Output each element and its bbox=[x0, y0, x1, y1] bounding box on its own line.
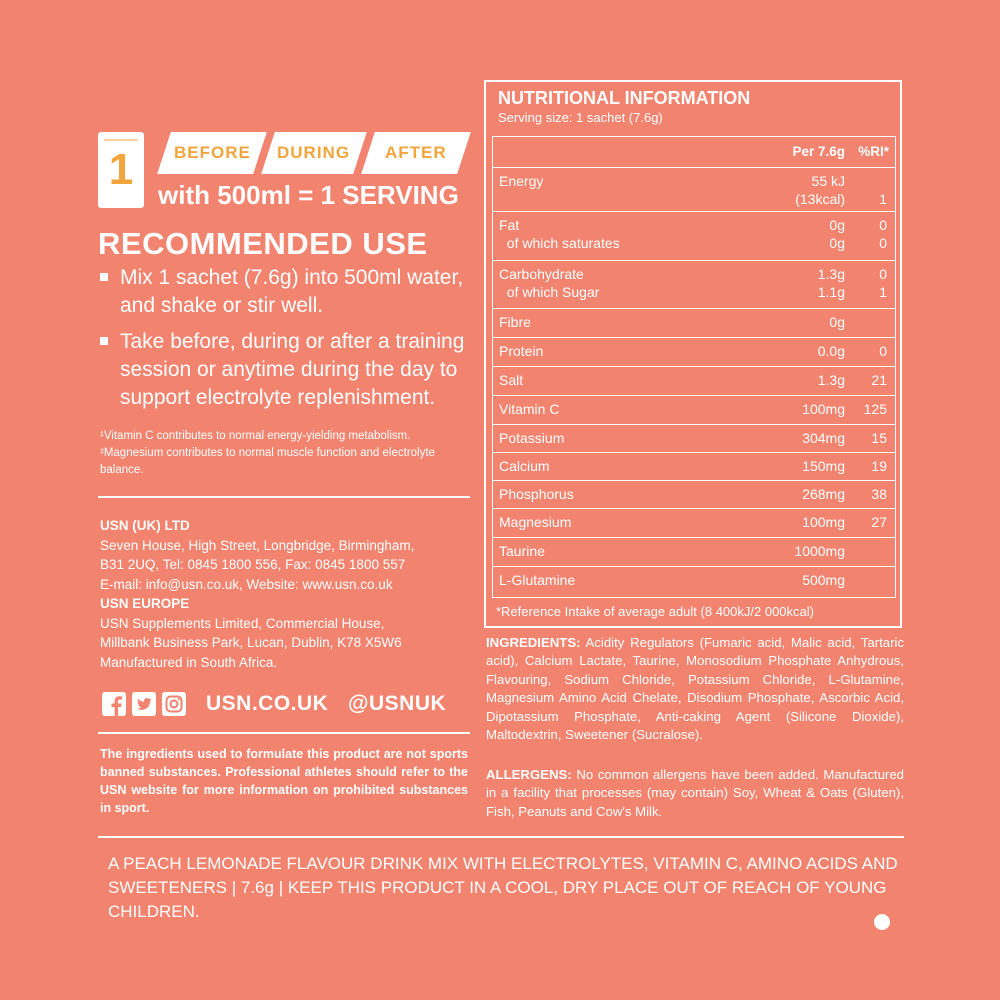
table-row bbox=[492, 424, 896, 453]
nutrient-label: Vitamin C bbox=[499, 401, 560, 417]
nutrient-ri: 125 bbox=[863, 401, 887, 417]
website-link[interactable]: USN.CO.UK bbox=[206, 692, 329, 715]
nutrient-value: 1.3g 1.1g bbox=[817, 266, 845, 300]
table-row bbox=[492, 308, 896, 338]
nutrient-label: Phosphorus bbox=[499, 486, 574, 502]
address-line: B31 2UQ, Tel: 0845 1800 556, Fax: 0845 1800 557 bbox=[100, 557, 406, 572]
nutrient-value: 0g 0g bbox=[829, 217, 845, 251]
dot-marker bbox=[874, 914, 890, 930]
ingredients-list: Acidity Regulators (Fumaric acid, Malic acid, Tartaric acid), Calcium Lactate, Taurine, Monosodium Phosphate Anhydrous, Flavouring, Sodium Chloride, Potassium Chloride, L-Glutamine, Magnesium Amino Acid Chelate, Disodium Phosphate, Ascorbic Acid, Dipotassium Phosphate, Anti-caking Agent (Silicone Dioxide), Maltodextrin, Sweetener (Sucralose). bbox=[486, 635, 904, 743]
nutrient-ri: 1 bbox=[879, 191, 887, 207]
nutrient-label: Fibre bbox=[499, 314, 531, 330]
nutrient-value: 100mg bbox=[802, 401, 845, 417]
nutrient-ri: 38 bbox=[871, 486, 887, 502]
tag-before: BEFORE bbox=[157, 132, 267, 174]
sachet-icon: 1 bbox=[98, 132, 144, 208]
product-description: A PEACH LEMONADE FLAVOUR DRINK MIX WITH ELECTROLYTES, VITAMIN C, AMINO ACIDS AND SWEETENERS | 7.6g | KEEP THIS PRODUCT IN A COOL, DRY PLACE OUT OF REACH OF YOUNG CHILDREN. bbox=[108, 854, 898, 921]
nutrient-label: Calcium bbox=[499, 458, 550, 474]
column-header-ri: %RI* bbox=[858, 144, 889, 159]
nutrient-label: Energy bbox=[499, 173, 544, 189]
nutrient-label: Magnesium bbox=[499, 514, 572, 530]
nutrient-value: 100mg bbox=[802, 514, 845, 530]
serving-text: with 500ml = 1 SERVING bbox=[158, 180, 459, 210]
nutrient-label: Potassium bbox=[499, 430, 565, 446]
table-row bbox=[492, 167, 896, 212]
tag-during: DURING bbox=[261, 132, 367, 174]
list-item: Take before, during or after a training session or anytime during the day to support electrolyte replenishment. bbox=[98, 328, 473, 412]
nutrient-label: Fat of which saturates bbox=[499, 217, 620, 251]
recommended-use-title: RECOMMENDED USE bbox=[98, 226, 428, 261]
recommended-use-list bbox=[98, 264, 473, 420]
nutrient-label: Carbohydrate of which Sugar bbox=[499, 266, 600, 300]
footnotes bbox=[100, 428, 470, 479]
ingredients-text bbox=[486, 634, 904, 744]
social-icons bbox=[102, 692, 186, 716]
facebook-icon[interactable] bbox=[102, 692, 126, 716]
serving-size: Serving size: 1 sachet (7.6g) bbox=[498, 110, 663, 125]
address-line: Manufactured in South Africa. bbox=[100, 654, 278, 670]
allergens-text bbox=[486, 766, 904, 821]
nutrient-value: 304mg bbox=[802, 430, 845, 446]
ingredients-label: INGREDIENTS: bbox=[486, 635, 581, 650]
nutrient-label: Taurine bbox=[499, 543, 545, 559]
divider bbox=[98, 496, 470, 498]
nutrient-value: 55 kJ (13kcal) bbox=[795, 173, 845, 207]
table-row bbox=[492, 211, 896, 261]
disclaimer-text: The ingredients used to formulate this product are not sports banned substances. Professional athletes should refer to the USN website for more information on prohibited substances in sport. bbox=[100, 747, 468, 815]
nutrient-value: 1000mg bbox=[794, 543, 845, 559]
nutrient-label: Protein bbox=[499, 343, 544, 359]
nutrient-value: 0g bbox=[829, 314, 845, 330]
company-address bbox=[100, 516, 470, 672]
address-line: Millbank Business Park, Lucan, Dublin, K78 X5W6 bbox=[100, 635, 402, 650]
nutrition-title: NUTRITIONAL INFORMATION bbox=[498, 88, 751, 108]
nutrient-ri: 0 bbox=[879, 343, 887, 359]
table-row bbox=[492, 452, 896, 481]
divider bbox=[98, 732, 470, 734]
reference-intake-note: *Reference Intake of average adult (8 400kJ/2 000kcal) bbox=[496, 604, 814, 619]
address-line: E-mail: info@usn.co.uk, Website: www.usn.co.uk bbox=[100, 576, 393, 592]
nutrition-header-row bbox=[492, 136, 896, 168]
allergens-label: ALLERGENS: bbox=[486, 767, 572, 782]
table-row bbox=[492, 366, 896, 396]
nutrient-ri: 0 1 bbox=[879, 266, 887, 300]
table-row bbox=[492, 566, 896, 598]
nutrient-ri: 15 bbox=[871, 430, 887, 446]
instagram-icon[interactable] bbox=[162, 692, 186, 716]
nutrient-ri: 27 bbox=[871, 514, 887, 530]
divider bbox=[98, 836, 904, 838]
eu-company-title: USN EUROPE bbox=[100, 596, 190, 611]
table-row bbox=[492, 480, 896, 509]
nutrient-label: L-Glutamine bbox=[499, 572, 576, 588]
uk-company-title: USN (UK) LTD bbox=[100, 518, 190, 533]
nutrient-value: 500mg bbox=[802, 572, 845, 588]
twitter-icon[interactable] bbox=[132, 692, 156, 716]
footnote-1: ¹Vitamin C contributes to normal energy-yielding metabolism. bbox=[100, 430, 411, 442]
social-handle[interactable]: @USNUK bbox=[348, 692, 447, 715]
address-line: Seven House, High Street, Longbridge, Birmingham, bbox=[100, 537, 415, 553]
nutrient-value: 150mg bbox=[802, 458, 845, 474]
tag-after: AFTER bbox=[361, 132, 471, 174]
nutrient-value: 1.3g bbox=[817, 372, 845, 388]
nutrient-ri: 21 bbox=[871, 372, 887, 388]
nutrient-ri: 0 0 bbox=[879, 217, 887, 251]
nutrient-label: Salt bbox=[499, 372, 524, 388]
nutrient-value: 0.0g bbox=[817, 343, 845, 359]
column-header-per: Per 7.6g bbox=[792, 144, 845, 159]
nutrient-value: 268mg bbox=[802, 486, 845, 502]
table-row bbox=[492, 537, 896, 567]
address-line: USN Supplements Limited, Commercial House, bbox=[100, 615, 385, 631]
nutrient-ri: 19 bbox=[871, 458, 887, 474]
footnote-2: ²Magnesium contributes to normal muscle function and electrolyte balance. bbox=[100, 447, 435, 476]
table-row bbox=[492, 508, 896, 538]
table-row bbox=[492, 260, 896, 309]
table-row bbox=[492, 337, 896, 367]
allergens-list: No common allergens have been added. Manufactured in a facility that processes (may contain) Soy, Wheat & Oats (Gluten), Fish, Peanuts and Cow's Milk. bbox=[486, 767, 904, 819]
table-row bbox=[492, 395, 896, 425]
list-item: Mix 1 sachet (7.6g) into 500ml water, and shake or stir well. bbox=[98, 264, 473, 320]
